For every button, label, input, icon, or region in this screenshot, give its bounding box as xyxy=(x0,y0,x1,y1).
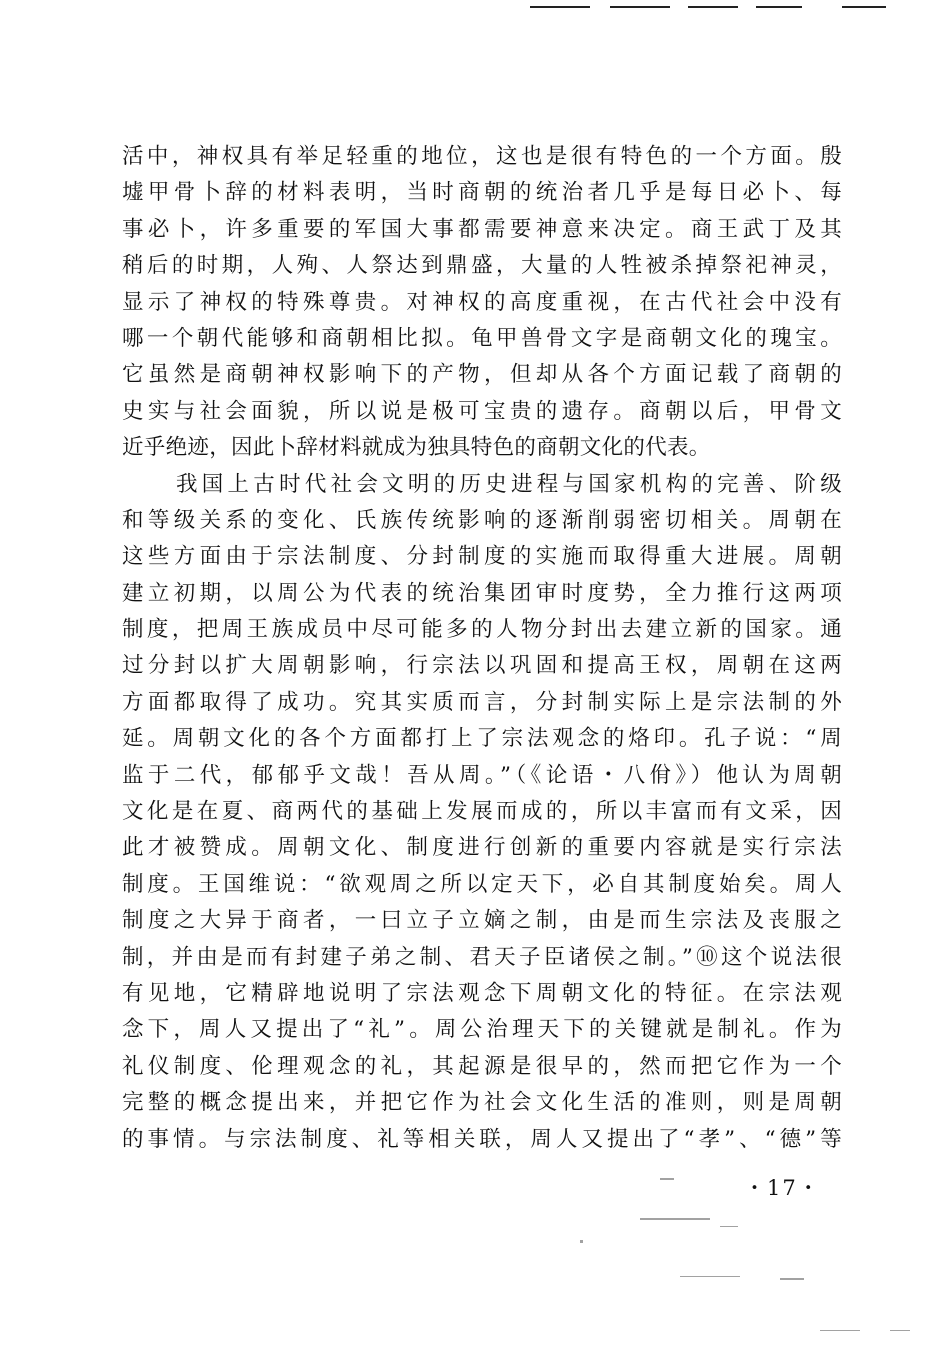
scan-edge-rule-3 xyxy=(688,6,738,8)
scan-noise xyxy=(820,1330,860,1331)
text-line: 过分封以扩大周朝影响，行宗法以巩固和提高王权，周朝在这两 xyxy=(122,653,842,679)
text-line: 念下，周人又提出了“礼”。周公治理天下的关键就是制礼。作为 xyxy=(122,1017,842,1043)
text-line: 制度。王国维说：“欲观周之所以定天下，必自其制度始矣。周人 xyxy=(122,871,842,897)
text-line: 哪一个朝代能够和商朝相比拟。龟甲兽骨文字是商朝文化的瑰宝。 xyxy=(122,325,842,351)
text-line: 近乎绝迹，因此卜辞材料就成为独具特色的商朝文化的代表。 xyxy=(122,435,711,461)
scan-edge-rule-5 xyxy=(842,6,886,8)
text-line: 建立初期，以周公为代表的统治集团审时度势，全力推行这两项 xyxy=(122,580,842,606)
scan-noise xyxy=(680,1276,740,1277)
scan-edge-rule-1 xyxy=(530,6,590,8)
page-number: ・17・ xyxy=(744,1176,821,1200)
scan-edge-rule-2 xyxy=(610,6,670,8)
scan-noise xyxy=(640,1218,710,1220)
paragraph-1 xyxy=(122,139,842,467)
text-line: 活中，神权具有举足轻重的地位，这也是很有特色的一个方面。殷 xyxy=(122,144,842,169)
scan-noise xyxy=(660,1178,674,1180)
text-line: 的事情。与宗法制度、礼等相关联，周人又提出了“孝”、“德”等 xyxy=(122,1126,842,1152)
text-line: 礼仪制度、伦理观念的礼，其起源是很早的，然而把它作为一个 xyxy=(122,1053,842,1079)
scan-noise xyxy=(890,1330,910,1331)
paragraph-2 xyxy=(122,467,842,1158)
text-line: 制，并由是而有封建子弟之制、君天子臣诸侯之制。”⑩这个说法很 xyxy=(122,944,842,970)
text-line: 制度之大异于商者，一曰立子立嫡之制，由是而生宗法及丧服之 xyxy=(122,908,842,934)
text-line: 文化是在夏、商两代的基础上发展而成的，所以丰富而有文采，因 xyxy=(122,799,842,825)
text-line: 方面都取得了成功。究其实质而言，分封制实际上是宗法制的外 xyxy=(122,689,842,715)
text-line: 墟甲骨卜辞的材料表明，当时商朝的统治者几乎是每日必卜、每 xyxy=(122,180,842,206)
text-line: 稍后的时期，人殉、人祭达到鼎盛，大量的人牲被杀掉祭祀神灵， xyxy=(122,253,842,279)
text-line: 史实与社会面貌，所以说是极可宝贵的遗存。商朝以后，甲骨文 xyxy=(122,398,842,424)
text-line: 显示了神权的特殊尊贵。对神权的高度重视，在古代社会中没有 xyxy=(122,289,842,315)
text-line: 完整的概念提出来，并把它作为社会文化生活的准则，则是周朝 xyxy=(122,1090,842,1116)
text-line: 延。周朝文化的各个方面都打上了宗法观念的烙印。孔子说：“周 xyxy=(122,726,842,752)
page-body-text xyxy=(122,139,842,1158)
text-line: 事必卜，许多重要的军国大事都需要神意来决定。商王武丁及其 xyxy=(122,216,842,242)
text-line: 此才被赞成。周朝文化、制度进行创新的重要内容就是实行宗法 xyxy=(122,835,842,861)
text-line: 我国上古时代社会文明的历史进程与国家机构的完善、阶级 xyxy=(176,471,842,497)
text-line: 制度，把周王族成员中尽可能多的人物分封出去建立新的国家。通 xyxy=(122,617,842,643)
scan-noise xyxy=(780,1278,804,1280)
text-line: 它虽然是商朝神权影响下的产物，但却从各个方面记载了商朝的 xyxy=(122,362,842,388)
scan-noise xyxy=(580,1240,583,1243)
text-line: 这些方面由于宗法制度、分封制度的实施而取得重大进展。周朝 xyxy=(122,544,842,570)
text-line: 有见地，它精辟地说明了宗法观念下周朝文化的特征。在宗法观 xyxy=(122,980,842,1006)
scan-edge-rule-4 xyxy=(756,6,802,8)
text-line: 和等级关系的变化、氏族传统影响的逐渐削弱密切相关。周朝在 xyxy=(122,507,842,533)
text-line: 监于二代，郁郁乎文哉！吾从周。”（《论语・八佾》）他认为周朝 xyxy=(122,762,842,788)
scan-noise xyxy=(720,1226,738,1227)
